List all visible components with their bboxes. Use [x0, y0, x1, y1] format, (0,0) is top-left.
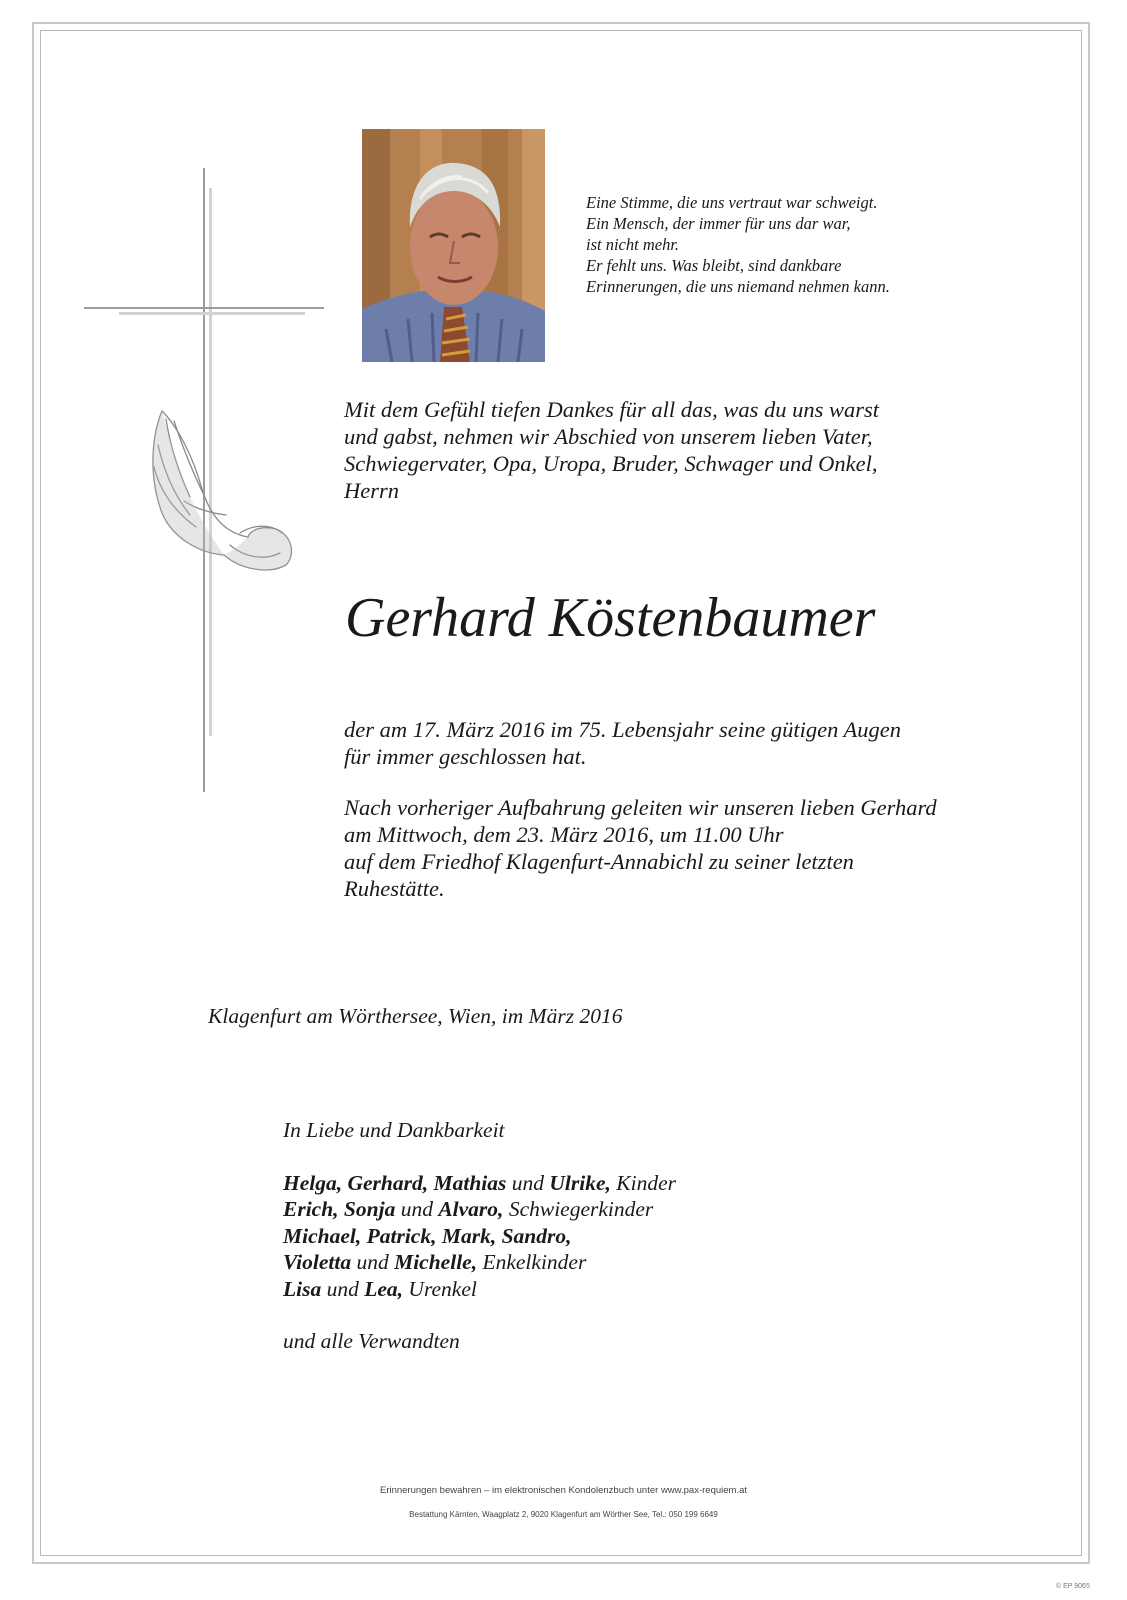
mourner-names: Michael, Patrick, Mark, Sandro, [283, 1223, 572, 1248]
intro-line: Herrn [344, 478, 399, 503]
death-notice [344, 716, 901, 770]
memorial-verse [586, 192, 986, 297]
mourners-great-grandchildren [283, 1276, 676, 1303]
portrait-photo [362, 129, 545, 362]
mourner-names: Lisa [283, 1276, 322, 1301]
conjunction: und [395, 1197, 439, 1221]
relation-label: Enkelkinder [477, 1250, 587, 1274]
condolence-book-note: Erinnerungen bewahren – im elektronischen Kondolenzbuch unter www.pax-requiem.at [379, 1485, 748, 1496]
praying-hands-icon [140, 405, 305, 580]
mourners-children-in-law [283, 1196, 676, 1223]
funeral-line: Ruhestätte. [344, 876, 445, 901]
funeral-details [344, 794, 937, 902]
death-line: der am 17. März 2016 im 75. Lebensjahr seine gütigen Augen [344, 717, 902, 742]
intro-line: und gabst, nehmen wir Abschied von unserem lieben Vater, [344, 424, 873, 449]
intro-line: Mit dem Gefühl tiefen Dankes für all das, was du uns warst [344, 397, 879, 422]
mourner-names: Alvaro, [438, 1197, 504, 1221]
verse-line: ist nicht mehr. [586, 235, 680, 254]
deceased-name: Gerhard Köstenbaumer [345, 587, 876, 649]
intro-line: Schwiegervater, Opa, Uropa, Bruder, Schwager und Onkel, [344, 451, 878, 476]
mourner-names: Erich, Sonja [283, 1197, 396, 1221]
mourner-names: Helga, Gerhard, Mathias [283, 1170, 507, 1195]
relation-label: Kinder [610, 1170, 677, 1195]
funeral-line: Nach vorheriger Aufbahrung geleiten wir unseren lieben Gerhard [344, 795, 937, 820]
funeral-home-address: Bestattung Kärnten, Waagplatz 2, 9020 Klagenfurt am Wörther See, Tel.: 050 199 6649 [409, 1510, 718, 1519]
mourners-closing: und alle Verwandten [283, 1329, 460, 1353]
mourner-names: Michelle, [394, 1250, 478, 1274]
mourner-names: Violetta [283, 1250, 352, 1274]
print-code: © EP 9065 [1056, 1583, 1090, 1590]
verse-line: Er fehlt uns. Was bleibt, sind dankbare [586, 256, 842, 275]
place-and-date: Klagenfurt am Wörthersee, Wien, im März 2016 [208, 1004, 623, 1028]
funeral-line: am Mittwoch, dem 23. März 2016, um 11.00 Uhr [344, 822, 784, 847]
cross-horizontal-shadow [119, 312, 305, 315]
relation-label: Urenkel [403, 1276, 477, 1301]
mourners-list [283, 1117, 676, 1355]
verse-line: Erinnerungen, die uns niemand nehmen kann. [586, 277, 890, 296]
conjunction: und [321, 1276, 365, 1301]
announcement-intro [344, 396, 879, 504]
conjunction: und [351, 1250, 395, 1274]
mourners-children [283, 1170, 676, 1197]
verse-line: Ein Mensch, der immer für uns dar war, [586, 214, 851, 233]
death-line: für immer geschlossen hat. [344, 744, 587, 769]
funeral-line: auf dem Friedhof Klagenfurt-Annabichl zu seiner letzten [344, 849, 854, 874]
conjunction: und [506, 1170, 550, 1195]
cross-horizontal-beam [84, 307, 324, 309]
mourner-names: Ulrike, [549, 1170, 611, 1195]
mourners-intro: In Liebe und Dankbarkeit [283, 1118, 505, 1142]
mourners-grandchildren-2 [283, 1249, 676, 1276]
mourners-grandchildren-1 [283, 1223, 676, 1250]
verse-line: Eine Stimme, die uns vertraut war schweigt. [586, 193, 878, 212]
relation-label: Schwiegerkinder [503, 1197, 654, 1221]
mourner-names: Lea, [364, 1276, 404, 1301]
